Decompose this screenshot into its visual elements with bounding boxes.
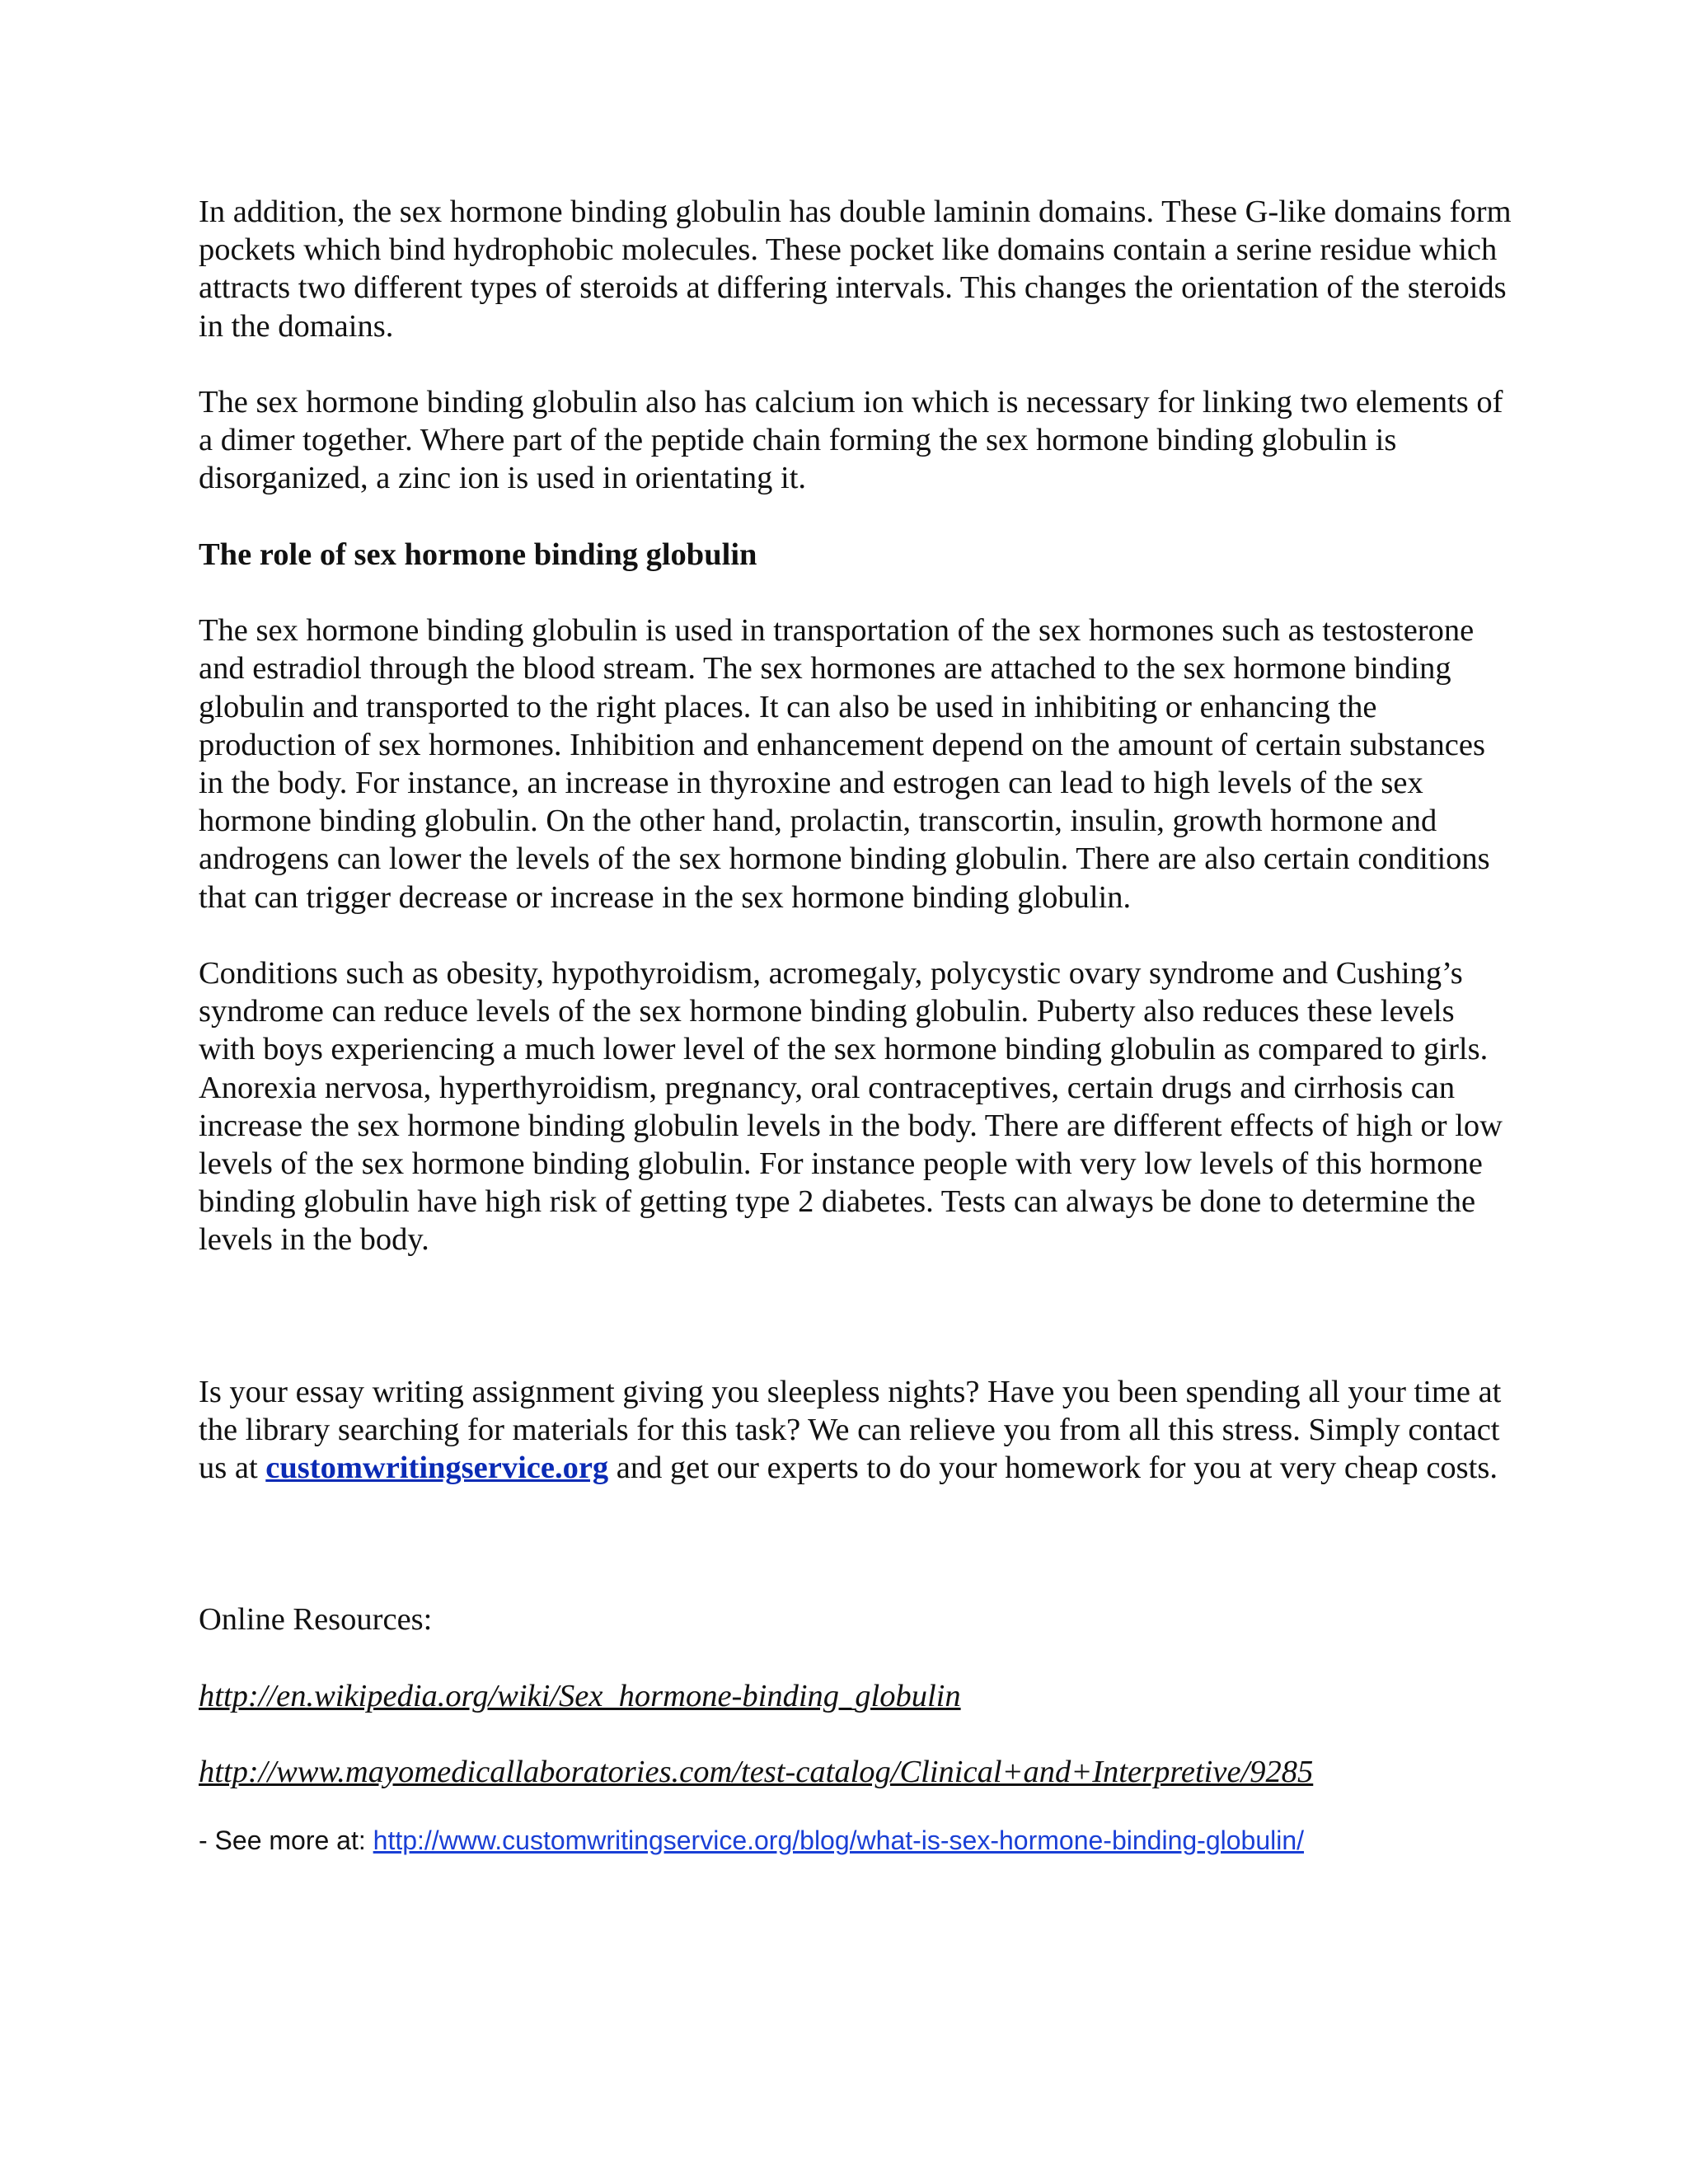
body-paragraph: In addition, the sex hormone binding globulin has double laminin domains. These G-like domains form pockets which bind hydrophobic molecules. These pocket like domains contain a serine residue which attracts two different types of steroids at differing intervals. This changes the orientation of the steroids in the domains. xyxy=(199,194,1512,344)
document-page xyxy=(199,193,1517,1857)
blank-space xyxy=(199,1487,1517,1601)
promo-link[interactable]: customwritingservice.org xyxy=(265,1451,609,1486)
promo-text-before: Is your essay writing assignment giving you sleepless nights? Have you been spending all your time at the library searching for materials for this task? We can relieve you from all this stress. Simply contact us at xyxy=(199,1374,1502,1486)
body-paragraph: Conditions such as obesity, hypothyroidism, acromegaly, polycystic ovary syndrome and Cushing’s syndrome can reduce levels of the sex hormone binding globulin. Puberty also reduces these levels with boys experiencing a much lower level of the sex hormone binding globulin as compared to girls. Anorexia nervosa, hyperthyroidism, pregnancy, oral contraceptives, certain drugs and cirrhosis can increase the sex hormone binding globulin levels in the body. There are different effects of high or low levels of the sex hormone binding globulin. For instance people with very low levels of this hormone binding globulin have high risk of getting type 2 diabetes. Tests can always be done to determine the levels in the body. xyxy=(199,956,1503,1258)
body-paragraph: The sex hormone binding globulin also has calcium ion which is necessary for linking two elements of a dimer together. Where part of the peptide chain forming the sex hormone binding globulin is disorganized, a zinc ion is used in orientating it. xyxy=(199,385,1503,496)
resources-label: Online Resources: xyxy=(199,1602,433,1638)
body-paragraph: The sex hormone binding globulin is used in transportation of the sex hormones such as testosterone and estradiol through the blood stream. The sex hormones are attached to the sex hormone binding globulin and transported to the right places. It can also be used in inhibiting or enhancing the production of sex hormones. Inhibition and enhancement depend on the amount of certain substances in the body. For instance, an increase in thyroxine and estrogen can lead to high levels of the sex hormone binding globulin. On the other hand, prolactin, transcortin, insulin, growth hormone and androgens can lower the levels of the sex hormone binding globulin. There are also certain conditions that can trigger decrease or increase in the sex hormone binding globulin. xyxy=(199,613,1490,915)
see-more-link[interactable]: http://www.customwritingservice.org/blog/what-is-sex-hormone-binding-globulin/ xyxy=(373,1825,1305,1856)
section-heading: The role of sex hormone binding globulin xyxy=(199,537,757,572)
promo-text-after: and get our experts to do your homework for you at very cheap costs. xyxy=(608,1451,1498,1486)
resource-link-wikipedia[interactable]: http://en.wikipedia.org/wiki/Sex_hormone-binding_globulin xyxy=(199,1678,961,1713)
promo-paragraph xyxy=(199,1373,1517,1488)
see-more-line xyxy=(199,1824,1517,1857)
see-more-prefix: - See more at: xyxy=(199,1825,373,1856)
resource-link-mayo[interactable]: http://www.mayomedicallaboratories.com/test-catalog/Clinical+and+Interpretive/9285 xyxy=(199,1755,1314,1790)
blank-space xyxy=(199,1259,1517,1373)
